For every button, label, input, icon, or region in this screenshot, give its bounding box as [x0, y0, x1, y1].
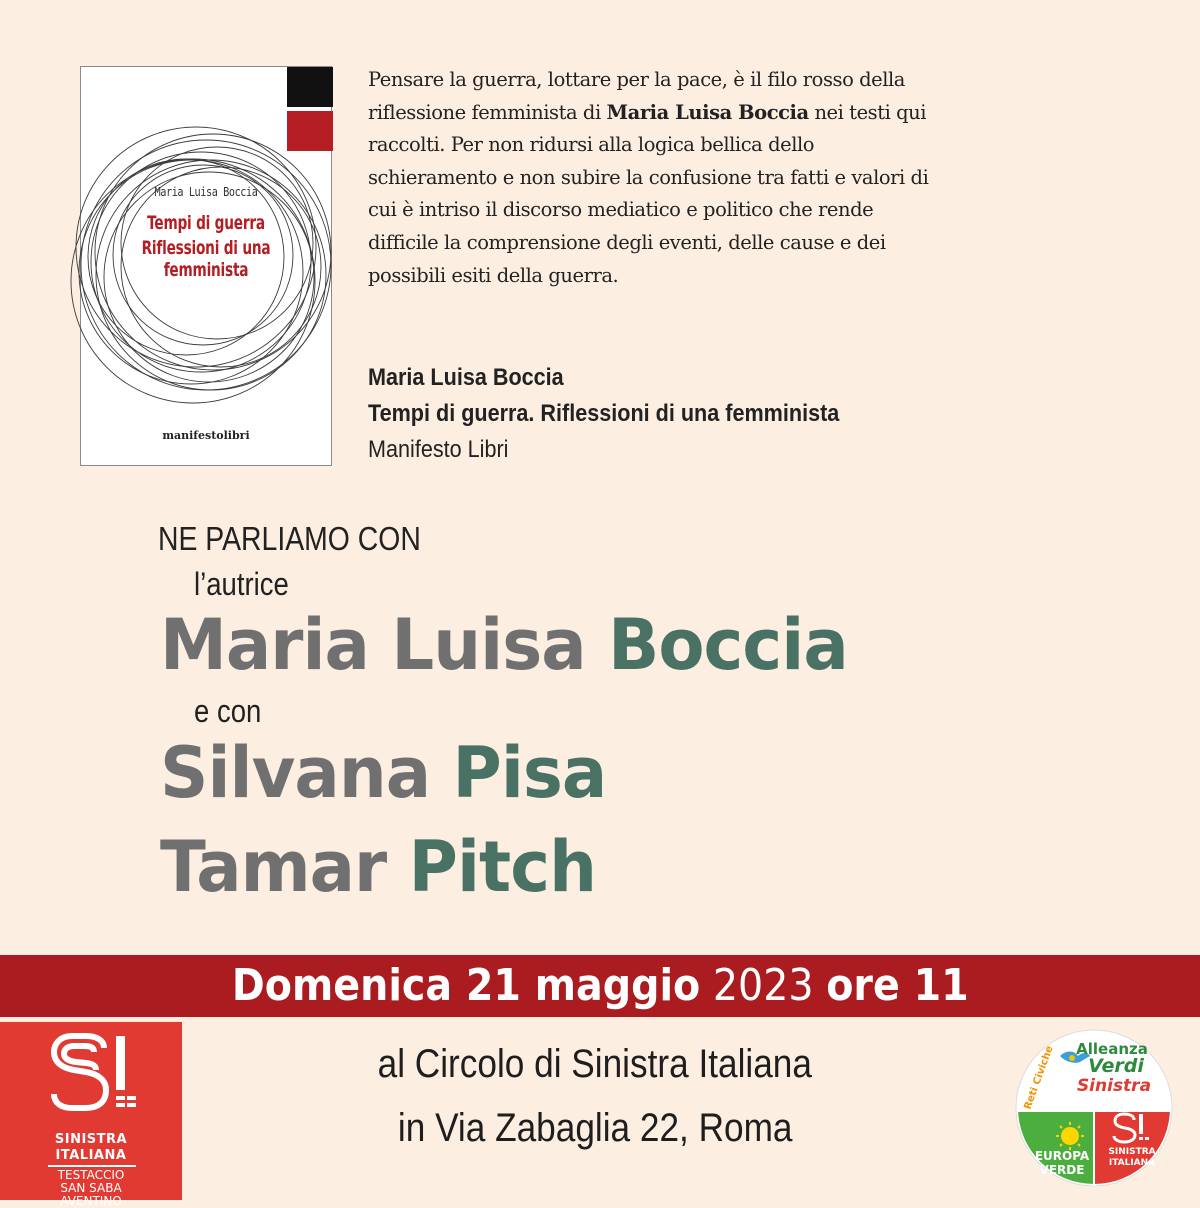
- avs-verde-text: VERDE: [1039, 1163, 1085, 1177]
- speaker-first-name: Silvana: [160, 732, 431, 814]
- speaker-name: [160, 604, 848, 686]
- alleanza-verdi-sinistra-logo: [1014, 1028, 1174, 1188]
- description-author-bold: Maria Luisa Boccia: [606, 100, 809, 124]
- si-logo-line4: SAN SABA: [60, 1181, 122, 1195]
- description-text: nei testi qui: [808, 100, 927, 124]
- venue-prefix: al: [377, 1042, 406, 1086]
- avs-reti-civiche-text: Reti Civiche: [1022, 1044, 1056, 1112]
- speaker-last-name: Boccia: [608, 604, 848, 686]
- book-info-title: Tempi di guerra. Riflessioni di una femminista: [368, 400, 840, 427]
- cover-author: Maria Luisa Boccia: [154, 185, 258, 199]
- avs-alleanza-text: Alleanza: [1076, 1040, 1148, 1058]
- speaker-first-name: Maria Luisa: [160, 604, 586, 686]
- avs-si-italiana-text: ITALIANA: [1108, 1158, 1156, 1168]
- avs-europa-text: EUROPA: [1034, 1149, 1090, 1163]
- event-day: Domenica 21 maggio: [231, 960, 700, 1011]
- si-logo-line3: TESTACCIO: [57, 1168, 125, 1182]
- description-line: Pensare la guerra, lottare per la pace, è il filo rosso della: [368, 68, 905, 91]
- speaker-name: [160, 732, 606, 814]
- description-line: raccolti. Per non ridursi alla logica bellica dello: [368, 133, 815, 157]
- venue-address-text: in Via Zabaglia 22, Roma: [397, 1106, 793, 1150]
- cover-publisher-logo: manifestolibri: [162, 429, 250, 442]
- book-info-author: Maria Luisa Boccia: [368, 364, 564, 391]
- venue-place: [200, 1042, 990, 1087]
- cover-black-block: [287, 67, 333, 107]
- avs-verdi-text: Verdi: [1088, 1055, 1144, 1077]
- description-line: cui è intriso il discorso mediatico e politico che rende: [368, 198, 874, 222]
- venue-address: [200, 1106, 990, 1151]
- si-logo-divider: [48, 1165, 136, 1167]
- description-text: riflessione femminista di: [368, 100, 607, 124]
- avs-sinistra-text: Sinistra: [1076, 1076, 1152, 1096]
- speaker-name: [160, 826, 596, 908]
- avs-badge-icon: [1014, 1028, 1174, 1188]
- description-line: difficile la comprensione degli eventi, delle cause e dei: [368, 230, 886, 254]
- book-info: [368, 360, 892, 468]
- cover-title-line2: Riflessioni di una femminista: [141, 237, 271, 281]
- event-time: ore 11: [825, 960, 969, 1011]
- speaker-first-name: Tamar: [160, 826, 387, 908]
- author-role-label: l’autrice: [194, 566, 289, 602]
- description-line: schieramento e non subire la confusione tra fatti e valori di: [368, 165, 929, 189]
- event-year: 2023: [712, 960, 814, 1011]
- si-logo-line5: AVENTINO: [60, 1194, 122, 1208]
- book-description: [368, 64, 1128, 292]
- and-with-label: e con: [194, 693, 262, 729]
- description-line: possibili esiti della guerra.: [368, 263, 619, 287]
- description-line: [368, 97, 1128, 130]
- book-cover: [80, 66, 332, 466]
- cover-red-block: [287, 111, 333, 151]
- event-intro: NE PARLIAMO CON: [158, 520, 421, 557]
- cover-title-line1: Tempi di guerra: [147, 212, 265, 234]
- book-info-publisher: Manifesto Libri: [368, 436, 509, 463]
- venue-name: Circolo di Sinistra Italiana: [415, 1042, 813, 1086]
- speaker-last-name: Pisa: [452, 732, 607, 814]
- sinistra-italiana-logo: [0, 1022, 182, 1208]
- si-logo-line1: SINISTRA: [54, 1132, 128, 1147]
- si-logo-line2: ITALIANA: [55, 1148, 127, 1163]
- speaker-last-name: Pitch: [408, 826, 596, 908]
- si-symbol-icon: [0, 1022, 182, 1132]
- avs-si-sinistra-text: SINISTRA: [1108, 1147, 1156, 1157]
- date-banner: [0, 955, 1200, 1017]
